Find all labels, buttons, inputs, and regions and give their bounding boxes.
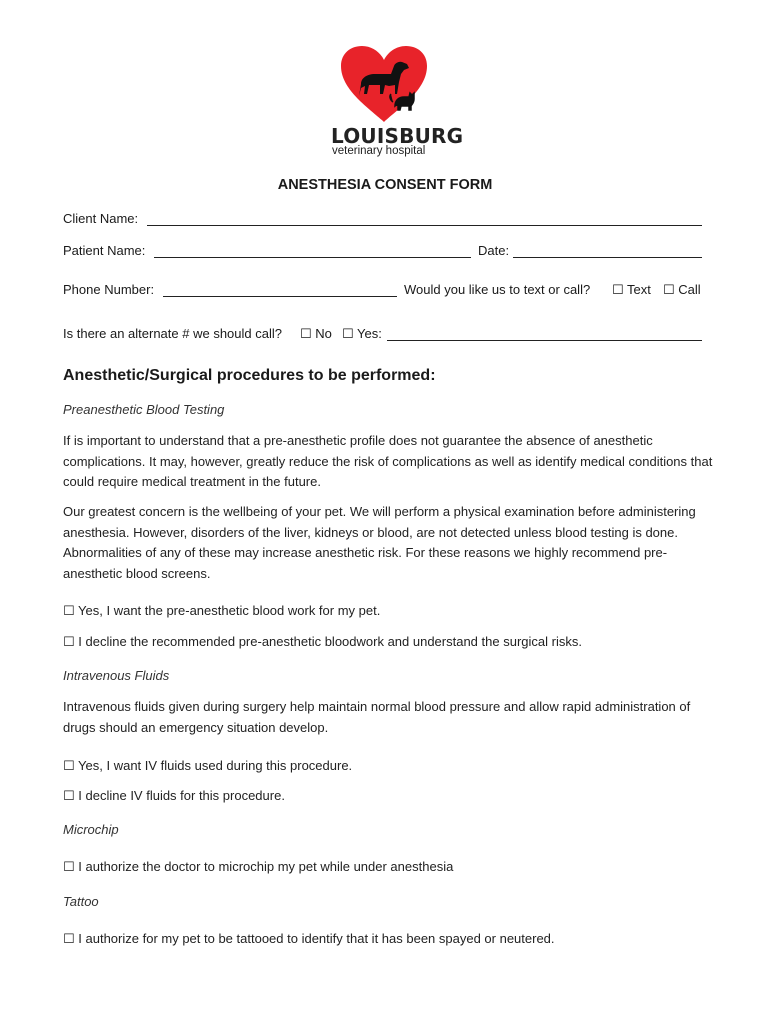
microchip-label: I authorize the doctor to microchip my pet while under anesthesia (78, 859, 454, 874)
no-option[interactable] (300, 326, 332, 343)
iv-decline-option[interactable] (63, 788, 285, 804)
bloodwork-yes-label: Yes, I want the pre-anesthetic blood work for my pet. (78, 603, 381, 618)
tattoo-option[interactable] (63, 931, 555, 947)
client-name-field[interactable] (147, 225, 702, 226)
phone-label: Phone Number: (63, 282, 155, 297)
bloodwork-decline-label: I decline the recommended pre-anesthetic bloodwork and understand the surgical risks. (78, 634, 582, 649)
tattoo-heading: Tattoo (63, 894, 99, 909)
preanesthetic-heading: Preanesthetic Blood Testing (63, 402, 225, 417)
yes-option-label: Yes: (357, 326, 382, 341)
heart-dog-cat-icon (339, 44, 429, 124)
checkbox-icon[interactable]: ☐ (663, 283, 675, 298)
text-option[interactable] (612, 282, 651, 299)
bloodwork-decline-option[interactable] (63, 634, 582, 650)
clinic-logo (328, 44, 443, 124)
alternate-number-field[interactable] (387, 340, 702, 341)
yes-option[interactable] (342, 326, 382, 343)
iv-decline-label: I decline IV fluids for this procedure. (78, 788, 285, 803)
date-label: Date: (478, 243, 510, 258)
no-option-label: No (315, 326, 332, 341)
microchip-option[interactable] (63, 859, 453, 875)
client-name-label: Client Name: (63, 211, 139, 226)
text-option-label: Text (627, 282, 651, 297)
checkbox-icon[interactable]: ☐ (63, 604, 75, 619)
iv-yes-label: Yes, I want IV fluids used during this procedure. (78, 758, 353, 773)
patient-name-label: Patient Name: (63, 243, 146, 258)
section-title: Anesthetic/Surgical procedures to be performed: (63, 367, 436, 384)
call-option[interactable] (663, 282, 701, 299)
phone-field[interactable] (163, 296, 397, 297)
clinic-name: LOUISBURG (331, 124, 464, 148)
checkbox-icon[interactable]: ☐ (63, 759, 75, 774)
iv-fluids-paragraph: Intravenous fluids given during surgery help maintain normal blood pressure and allow rapid administration of drugs should an emergency situation develop. (63, 699, 691, 735)
iv-yes-option[interactable] (63, 758, 352, 774)
checkbox-icon[interactable]: ☐ (63, 860, 75, 875)
date-field[interactable] (513, 257, 702, 258)
checkbox-icon[interactable]: ☐ (342, 327, 354, 342)
microchip-heading: Microchip (63, 822, 119, 837)
checkbox-icon[interactable]: ☐ (612, 283, 624, 298)
clinic-tagline: veterinary hospital (332, 145, 426, 157)
form-title: ANESTHESIA CONSENT FORM (277, 177, 493, 193)
preanesthetic-paragraph-2: Our greatest concern is the wellbeing of your pet. We will perform a physical examination before administering anesthesia. However, disorders of the liver, kidneys or blood, are not detected unless blood testing is done. Abnormalities of any of these may increase anesthetic risk. For these reasons we highly recommend pre-anesthetic blood screens. (63, 504, 696, 581)
preanesthetic-paragraph-1: If is important to understand that a pre-anesthetic profile does not guarantee the absence of anesthetic complications. It may, however, greatly reduce the risk of complications as well as identify medical conditions that could require medical treatment in the future. (63, 433, 713, 489)
call-option-label: Call (678, 282, 701, 297)
checkbox-icon[interactable]: ☐ (63, 635, 75, 650)
bloodwork-yes-option[interactable] (63, 603, 380, 619)
checkbox-icon[interactable]: ☐ (300, 327, 312, 342)
checkbox-icon[interactable]: ☐ (63, 789, 75, 804)
alternate-question: Is there an alternate # we should call? (63, 326, 282, 341)
patient-name-field[interactable] (154, 257, 471, 258)
iv-fluids-heading: Intravenous Fluids (63, 668, 170, 683)
contact-question: Would you like us to text or call? (404, 282, 591, 297)
tattoo-label: I authorize for my pet to be tattooed to identify that it has been spayed or neutered. (78, 931, 555, 946)
checkbox-icon[interactable]: ☐ (63, 932, 75, 947)
